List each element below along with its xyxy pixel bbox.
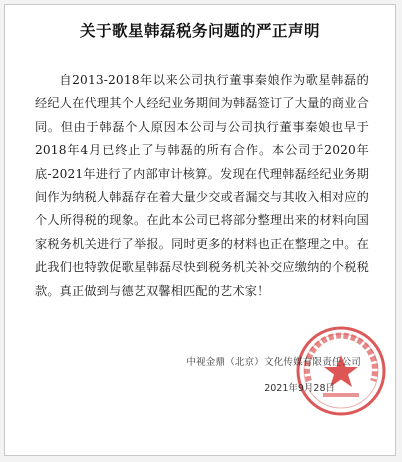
company-name: 中视金鼎（北京）文化传媒有限责任公司 bbox=[186, 357, 361, 368]
statement-title: 关于歌星韩磊税务问题的严正声明 bbox=[79, 22, 320, 40]
statement-body bbox=[35, 69, 369, 303]
statement-page bbox=[4, 4, 396, 456]
company-seal-icon bbox=[293, 323, 389, 419]
statement-date: 2021年9月28日 bbox=[264, 383, 335, 394]
statement-paragraph: 自2013-2018年以来公司执行董事秦娘作为歌星韩磊的经纪人在代理其个人经纪业务期间为韩磊签订了大量的商业合同。但由于韩磊个人原因本公司与公司执行董事秦娘也早于2018年4月已终止了与韩磊的所有合作。本公司于2020年底-2021年进行了内部审计核算。发现在代理韩磊经纪业务期间作为纳税人韩磊存在着大量少交或者漏交与其收入相对应的个人所得税的现象。在此本公司已将部分整理出来的材料向国家税务机关进行了举报。同时更多的材料也正在整理之中。在此我们也特敦促歌星韩磊尽快到税务机关补交应缴纳的个税税款。真正做到与德艺双馨相匹配的艺术家！ bbox=[35, 73, 369, 298]
